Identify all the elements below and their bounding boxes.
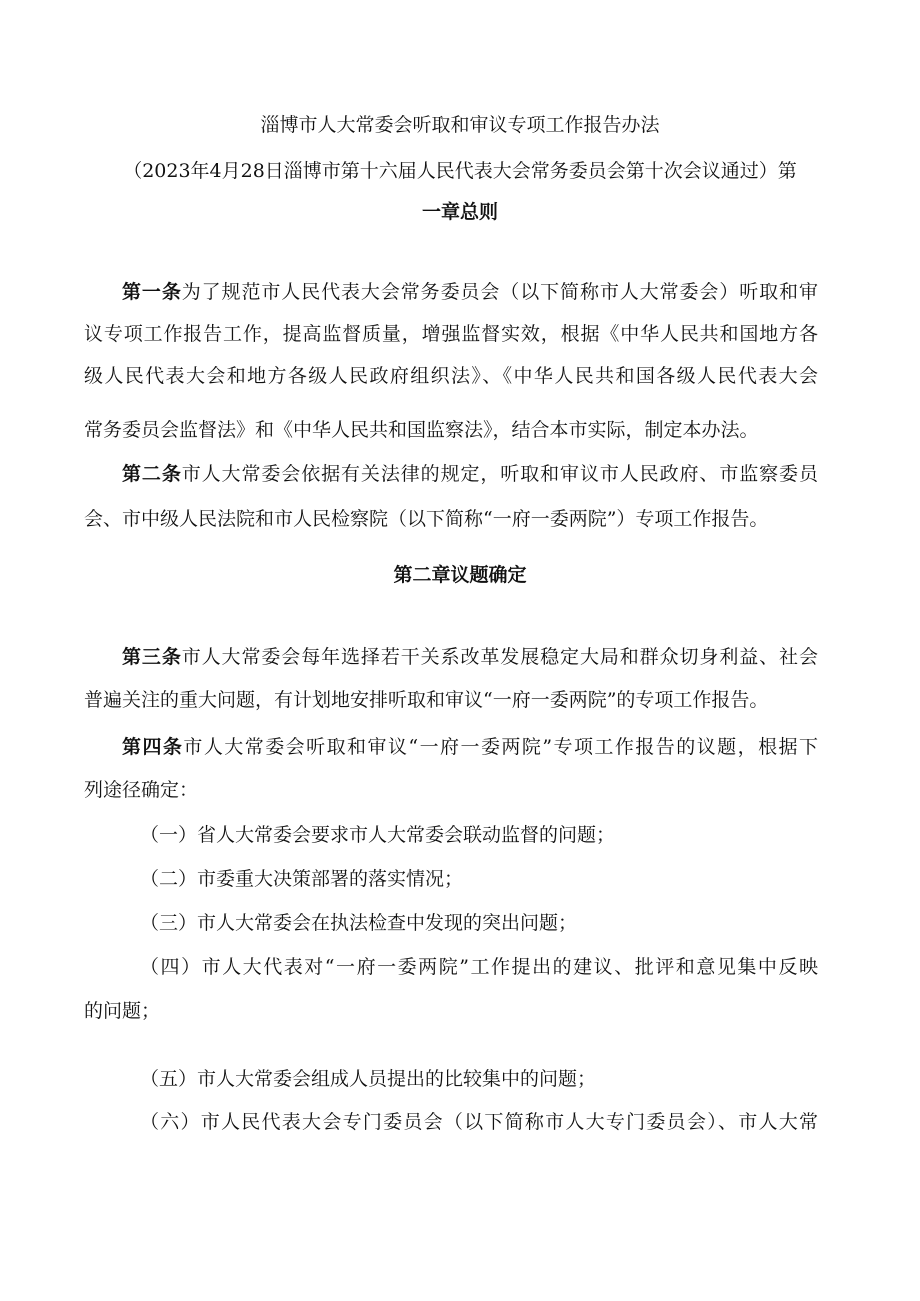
article3-line1 [122, 645, 818, 669]
list-item: （一）省人大常委会要求市人大常委会联动监督的问题； [140, 824, 616, 846]
chapter1-title: 一章总则 [421, 201, 498, 223]
article4-text-1: 市人大常委会听取和审议“一府一委两院”专项工作报告的议题，根据下 [183, 736, 818, 758]
chapter2-title: 第二章议题确定 [393, 564, 527, 586]
article4-line1 [122, 735, 818, 759]
list-item: （三）市人大常委会在执法检查中发现的突出问题； [140, 912, 578, 934]
article2-line2: 会、市中级人民法院和市人民检察院（以下简称“一府一委两院”）专项工作报告。 [84, 508, 769, 530]
article1-text-1: 为了规范市人民代表大会常务委员会（以下简称市人大常委会）听取和审 [181, 281, 818, 303]
document-subtitle: （2023年4月28日淄博市第十六届人民代表大会常务委员会第十次会议通过）第 [123, 160, 797, 182]
article3-text-1: 市人大常委会每年选择若干关系改革发展稳定大局和群众切身利益、社会 [181, 646, 818, 668]
article1-line1 [122, 280, 818, 304]
article2-line1 [122, 462, 818, 486]
list-item: （六）市人民代表大会专门委员会（以下简称市人大专门委员会）、市人大常 [140, 1111, 818, 1133]
list-item-continuation: 的问题； [84, 1000, 161, 1022]
article1-label: 第一条 [122, 281, 182, 303]
article1-line3: 级人民代表大会和地方各级人民政府组织法》、《中华人民共和国各级人民代表大会 [84, 365, 818, 387]
article2-text-1: 市人大常委会依据有关法律的规定，听取和审议市人民政府、市监察委员 [181, 463, 818, 485]
article3-line2: 普遍关注的重大问题，有计划地安排听取和审议“一府一委两院”的专项工作报告。 [84, 689, 769, 711]
article2-label: 第二条 [122, 463, 182, 485]
article3-label: 第三条 [122, 646, 182, 668]
list-item: （二）市委重大决策部署的落实情况； [140, 868, 464, 890]
article1-line4: 常务委员会监督法》和《中华人民共和国监察法》，结合本市实际，制定本办法。 [84, 419, 759, 441]
list-item: （四）市人大代表对“一府一委两院”工作提出的建议、批评和意见集中反映 [140, 956, 818, 978]
article1-line2: 议专项工作报告工作，提高监督质量，增强监督实效，根据《中华人民共和国地方各 [84, 323, 818, 345]
article4-line2: 列途径确定： [84, 779, 199, 801]
list-item: （五）市人大常委会组成人员提出的比较集中的问题； [140, 1068, 597, 1090]
article4-label: 第四条 [122, 736, 184, 758]
document-title: 淄博市人大常委会听取和审议专项工作报告办法 [260, 114, 660, 136]
